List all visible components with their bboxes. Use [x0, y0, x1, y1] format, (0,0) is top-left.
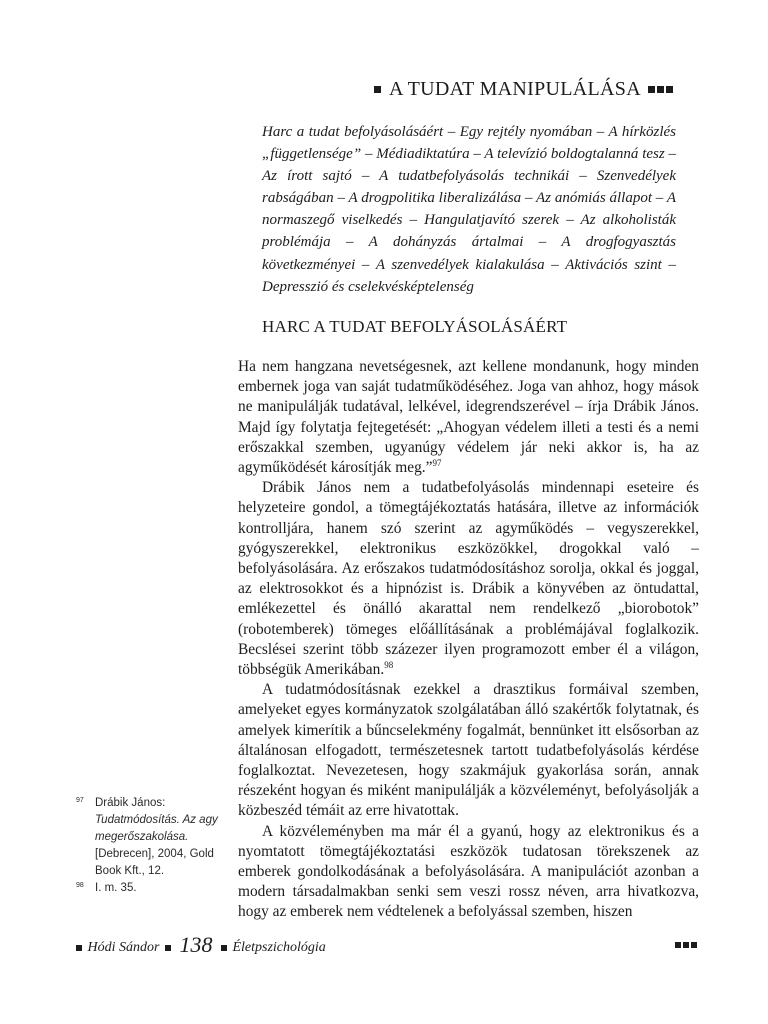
footnote-number: 98: [76, 882, 84, 889]
chapter-title: [372, 78, 698, 101]
page-footer: [74, 927, 698, 957]
footnotes: [76, 795, 226, 897]
footnote-text: I. m. 35.: [95, 882, 137, 894]
square-bullet-icon: [221, 945, 227, 951]
footer-author: Hódi Sándor: [87, 940, 160, 955]
footnote-details: [Debrecen], 2004, Gold Book Kft., 12.: [95, 848, 214, 877]
body-text: [238, 357, 699, 923]
paragraph: A tudatmódosításnak ezekkel a drasztikus formáival szemben, amelyeket egyes kormányzatok szolgálatában álló szakértők folytatnak, és amelyek kimerítik a bűncselekmény fogalmát, bennünket itt elsősorban az általánosan elfogadott, természetesnek tartott tudatbefolyásolás kérdése foglalkoztat. Nevezetesen, hogy szakmájuk gyakorlása során, annak részeként hogyan és miként manipulálják a közvéleményt, befolyásolják a közbeszéd témáit az erre hivatottak.: [238, 681, 699, 820]
triple-square-icon: [647, 77, 674, 99]
chapter-abstract: Harc a tudat befolyásolásáért – Egy rejtély nyomában – A hírközlés „függetlensége” – Médiadiktatúra – A televízió boldogtalanná tesz – Az írott sajtó – A tudatbefolyásolás technikái – Szenvedélyek rabságában – A drogpolitika liberalizálása – Az anómiás állapot – A normaszegő viselkedés – Hangulatjavító szerek – Az alkoholisták problémája – A dohányzás ártalmai – A drogfogyasztás következményei – A szenvedélyek kialakulása – Aktivációs szint – Depresszió és cselekvésképtelenség: [262, 124, 676, 295]
square-bullet-icon: [76, 945, 82, 951]
footnote-number: 97: [76, 797, 84, 804]
triple-square-icon: [674, 937, 698, 953]
paragraph: [238, 478, 699, 680]
section-heading: HARC A TUDAT BEFOLYÁSOLÁSÁÉRT: [262, 317, 568, 336]
paragraph-text: Ha nem hangzana nevetségesnek, azt kellene mondanunk, hogy minden embernek joga van saját tudatműködéséhez. Joga van ahhoz, hogy mások ne manipulálják tudatával, lelkével, idegrendszerével – írja Drábik János. Majd így folytatja fejtegetését: „Ahogyan védelem illeti a testi és a nemi erőszakkal szemben, ugyanúgy védelem jár neki akkor is, ha az agyműködését károsítják meg.”: [238, 358, 699, 477]
footnote: [76, 795, 226, 880]
footnote-title: Tudatmódosítás. Az agy megerőszakolása.: [95, 814, 218, 843]
square-bullet-icon: [165, 945, 171, 951]
footer-left: [74, 931, 326, 957]
paragraph: A közvéleményben ma már él a gyanú, hogy az elektronikus és a nyomtatott tömegtájékoztatási eszközök tudatosan törekszenek az emberek gondolkodásának a befolyásolására. A manipulációt azonban a modern társadalmakban senki sem veszi rossz néven, arra hivatkozva, hogy az emberek nem védtelenek a befolyással szemben, hiszen: [238, 822, 699, 921]
paragraph: [238, 357, 699, 478]
page-number: 138: [179, 932, 213, 957]
chapter-title-text: A TUDAT MANIPULÁLÁSA: [389, 78, 641, 100]
paragraph-text: Drábik János nem a tudatbefolyásolás mindennapi eseteire és helyzeteire gondol, a tömegtájékoztatás hatására, illetve az információk kontrolljára, hanem szó szerint az agyműködés – vegyszerekkel, gyógyszerekkel, elektronikus eszközökkel, drogokkal való – befolyásolására. Az erőszakos tudatmódosításhoz sorolja, okkal és joggal, az elektrosokkot és a hipnózist is. Drábik a könyvében az öntudattal, emlékezettel és önálló akarattal nem rendelkező „biorobotok” (robotemberek) tömeges előállításának a problémájával foglalkozik. Becslései szerint több százezer ilyen programozott ember él a világon, többségük Amerikában.: [238, 479, 699, 679]
footnote-ref: 97: [432, 457, 442, 468]
footer-book-title: Életpszichológia: [232, 940, 326, 955]
square-bullet-icon: [374, 86, 381, 93]
footnote-ref: 98: [384, 659, 394, 670]
footnote-author: Drábik János:: [95, 797, 166, 809]
footnote: [76, 880, 226, 897]
